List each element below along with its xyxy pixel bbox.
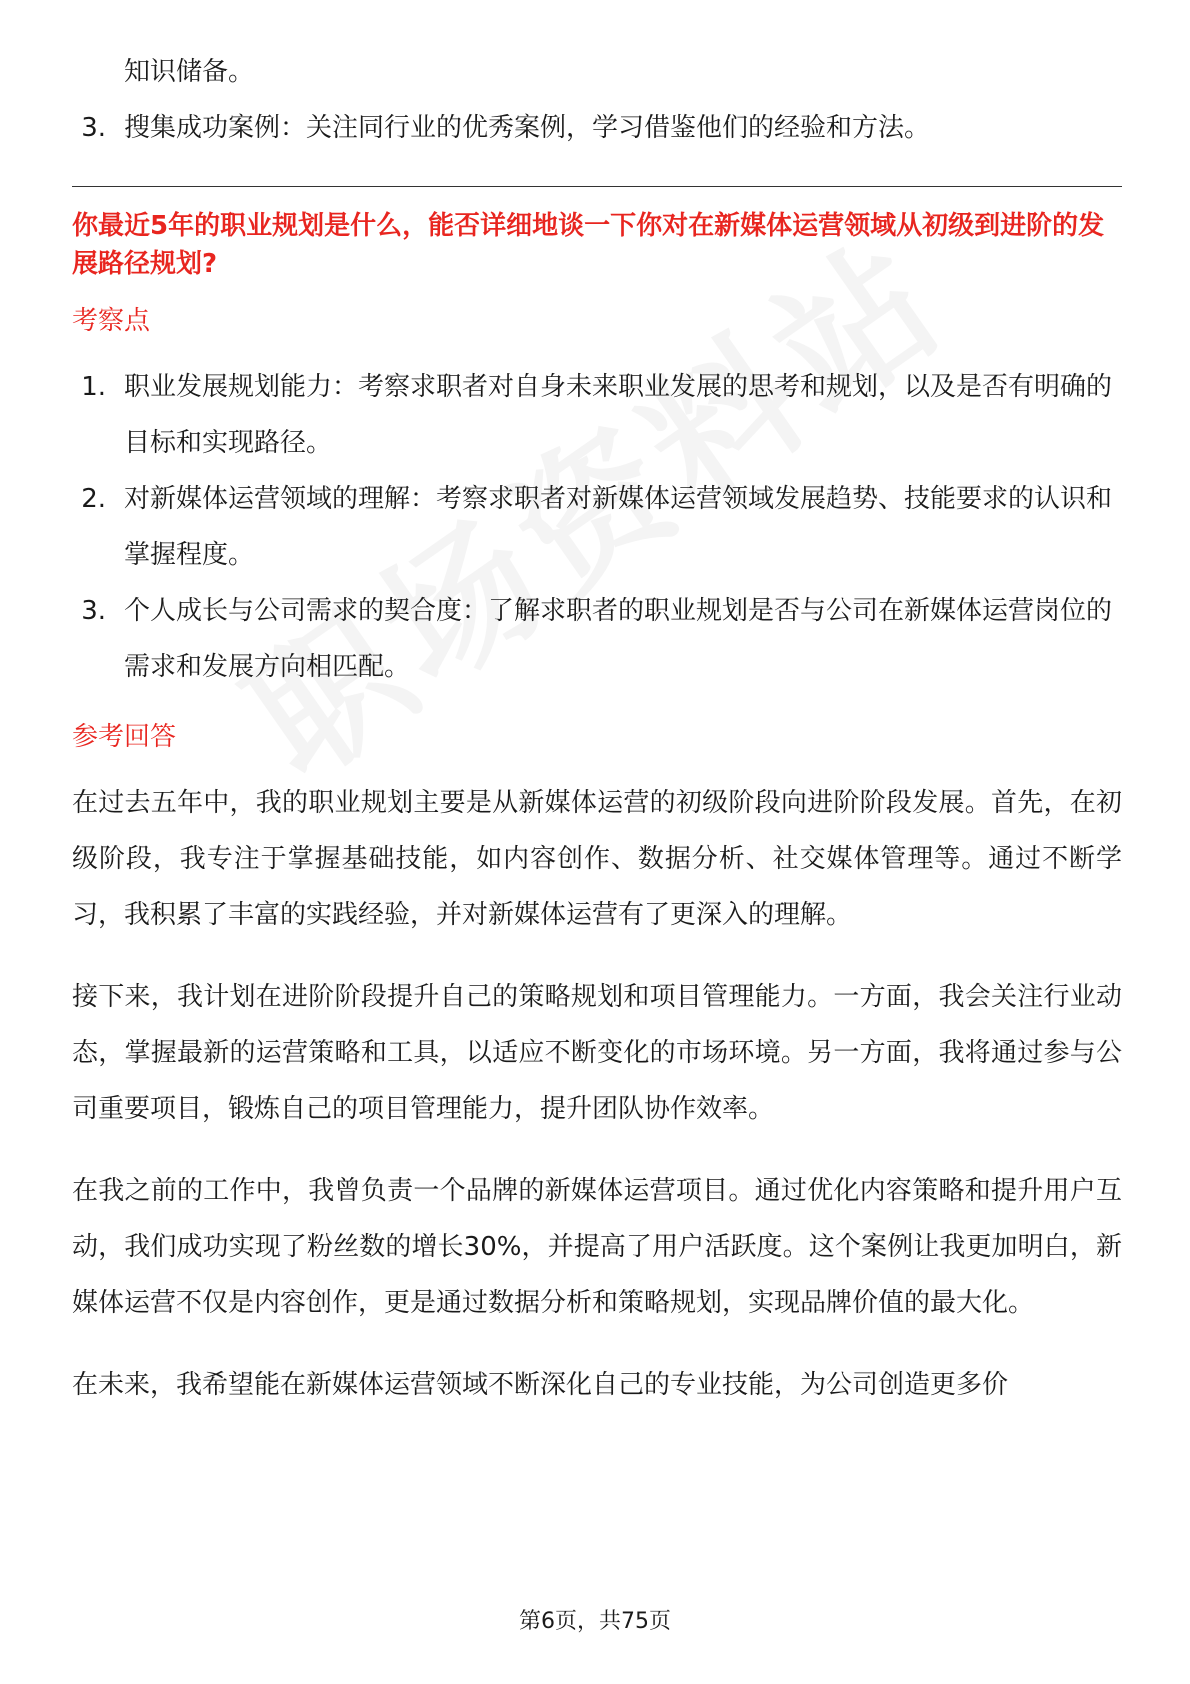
- list-item: [72, 583, 1122, 695]
- examine-title: 考察点: [72, 306, 151, 336]
- answer-paragraph: 在未来，我希望能在新媒体运营领域不断深化自己的专业技能，为公司创造更多价: [72, 1370, 1009, 1400]
- list-text: 搜集成功案例：关注同行业的优秀案例，学习借鉴他们的经验和方法。: [124, 113, 931, 143]
- answer-title: 参考回答: [72, 722, 177, 752]
- top-list: [72, 100, 1122, 156]
- list-number: 2.: [81, 484, 106, 514]
- list-text: 个人成长与公司需求的契合度：了解求职者的职业规划是否与公司在新媒体运营岗位的需求和发展方向相匹配。: [124, 596, 1113, 682]
- answer-paragraph: 在过去五年中，我的职业规划主要是从新媒体运营的初级阶段向进阶阶段发展。首先，在初级阶段，我专注于掌握基础技能，如内容创作、数据分析、社交媒体管理等。通过不断学习，我积累了丰富的实践经验，并对新媒体运营有了更深入的理解。: [72, 788, 1122, 930]
- answer-paragraph: 在我之前的工作中，我曾负责一个品牌的新媒体运营项目。通过优化内容策略和提升用户互动，我们成功实现了粉丝数的增长30%，并提高了用户活跃度。这个案例让我更加明白，新媒体运营不仅是内容创作，更是通过数据分析和策略规划，实现品牌价值的最大化。: [72, 1176, 1122, 1318]
- list-number: 3.: [81, 113, 106, 143]
- list-number: 1.: [81, 372, 106, 402]
- section-divider: [72, 186, 1122, 187]
- list-item: [72, 471, 1122, 583]
- list-item: [72, 359, 1122, 471]
- examine-list: [72, 359, 1122, 695]
- page-number: 第6页，共75页: [519, 1609, 671, 1634]
- page-content: [72, 44, 1122, 1439]
- interview-question: 你最近5年的职业规划是什么，能否详细地谈一下你对在新媒体运营领域从初级到进阶的发展路径规划?: [72, 211, 1105, 279]
- list-text: 对新媒体运营领域的理解：考察求职者对新媒体运营领域发展趋势、技能要求的认识和掌握程度。: [124, 484, 1113, 570]
- list-number: 3.: [81, 596, 106, 626]
- list-item: [72, 100, 1122, 156]
- list-item-continuation: 知识储备。: [124, 57, 255, 87]
- answer-paragraph: 接下来，我计划在进阶阶段提升自己的策略规划和项目管理能力。一方面，我会关注行业动态，掌握最新的运营策略和工具，以适应不断变化的市场环境。另一方面，我将通过参与公司重要项目，锻炼自己的项目管理能力，提升团队协作效率。: [72, 982, 1122, 1124]
- list-text: 职业发展规划能力：考察求职者对自身未来职业发展的思考和规划，以及是否有明确的目标和实现路径。: [124, 372, 1113, 458]
